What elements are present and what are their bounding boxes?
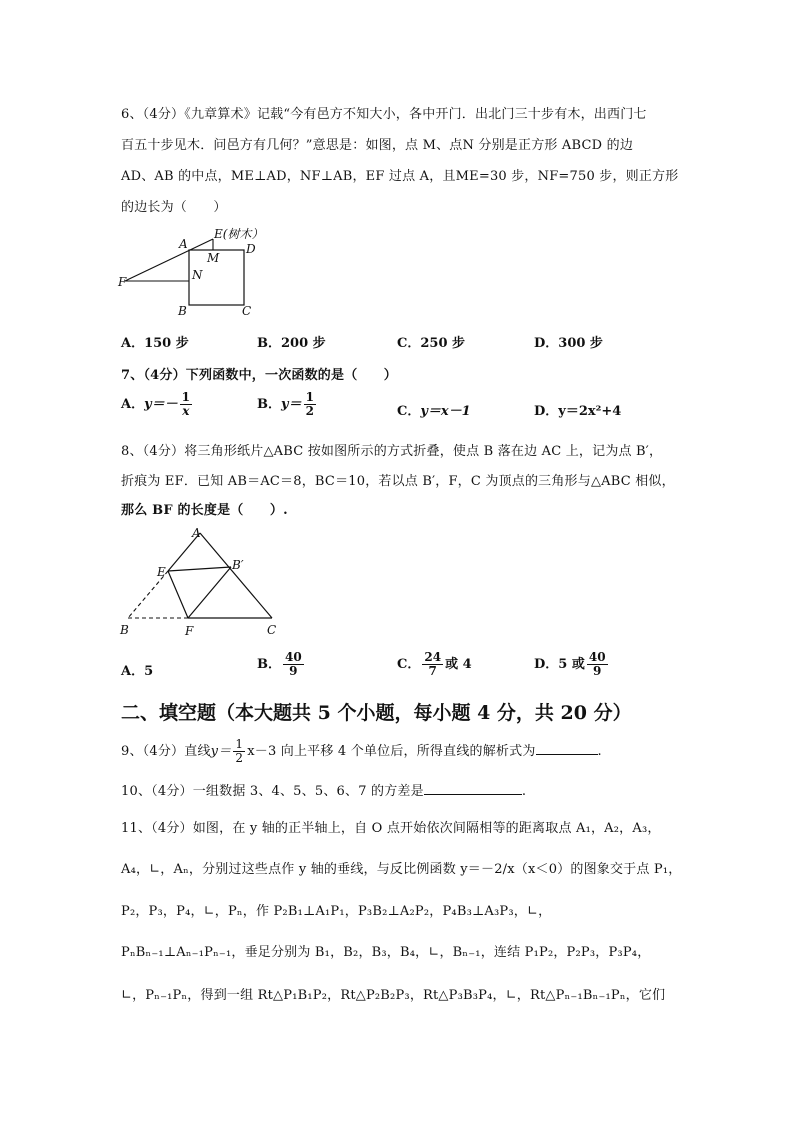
q6-option-a[interactable]: A．150 步 (121, 336, 189, 351)
q7-a-num: 1 (181, 390, 191, 404)
label-b-prime: B′ (232, 558, 244, 572)
label-a: A (179, 237, 188, 251)
q8-option-d[interactable] (534, 651, 610, 678)
q7-option-b[interactable] (257, 391, 318, 418)
q8-d-label: D．5 或 (534, 657, 585, 672)
label-m: M (207, 251, 220, 265)
q8-c-den: 7 (428, 664, 437, 678)
q8-c-num: 24 (424, 650, 442, 664)
section-2-heading: 二、填空题（本大题共 5 个小题，每小题 4 分，共 20 分） (121, 702, 632, 724)
q7-d-label: D． (534, 404, 559, 419)
label-c: C (242, 304, 252, 318)
q7-b-label: B． (257, 397, 281, 412)
q10-line (121, 780, 526, 799)
segment-b-prime-f (188, 567, 231, 618)
q7-b-pre: y＝ (281, 397, 302, 412)
q6-option-d[interactable]: D．300 步 (534, 336, 603, 351)
q6-option-c[interactable]: C．250 步 (397, 336, 466, 351)
q8-d-den: 9 (593, 664, 602, 678)
q8-option-b[interactable] (257, 651, 306, 678)
label-d: D (246, 242, 256, 256)
q7-c-text: y＝x－1 (420, 404, 471, 419)
q8-c-suffix: 或 4 (445, 657, 472, 672)
q10-text: 10、（4分）一组数据 3、4、5、5、6、7 的方差是 (121, 784, 424, 799)
q7-option-a[interactable] (121, 391, 194, 418)
crease-ef (168, 571, 188, 618)
q9-fraction (233, 738, 245, 765)
q11-line-3: P₂，P₃，P₄，∟，Pₙ，作 P₂B₁⊥A₁P₁，P₃B₂⊥A₂P₂，P₄B₃⊥A₃P₃，∟， (121, 904, 552, 919)
q6-line-2: 百五十步见木．问邑方有几何？”意思是：如图，点 M、点N 分别是正方形 ABCD 的边 (121, 138, 634, 153)
side-ac (200, 533, 272, 618)
label-b: B (178, 304, 187, 318)
label-n: N (192, 268, 203, 282)
q9-den: 2 (235, 751, 244, 765)
q11-line-5: ∟，Pₙ₋₁Pₙ，得到一组 Rt△P₁B₁P₂，Rt△P₂B₂P₃，Rt△P₃B₃P₄，∟，Rt△Pₙ₋₁Bₙ₋₁Pₙ，它们 (121, 988, 666, 1003)
q8-figure (110, 527, 295, 642)
q6-line-4: 的边长为（ ） (121, 200, 227, 215)
q7-a-label: A． (121, 397, 145, 412)
q8-b-label: B． (257, 657, 281, 672)
q8-c-fraction (422, 651, 443, 678)
q7-c-label: C． (397, 404, 421, 419)
q8-line-3: 那么 BF 的长度是（ ）. (121, 503, 288, 518)
q7-a-pre: y＝－ (144, 397, 178, 412)
q6-figure (110, 222, 300, 322)
q8-option-c[interactable] (397, 651, 472, 678)
label-e: E(树木） (214, 227, 264, 241)
q6-option-b[interactable]: B．200 步 (257, 336, 326, 351)
q8-d-fraction (587, 651, 608, 678)
q7-a-den: x (182, 404, 190, 418)
label-c: C (267, 623, 277, 637)
q9-answer-blank[interactable] (536, 742, 598, 755)
q6-line-1: 6、（4分）《九章算术》记载“今有邑方不知大小，各中开门．出北门三十步有木，出西门七 (121, 107, 647, 122)
q7-stem: 7、（4分）下列函数中，一次函数的是（ ） (121, 368, 397, 383)
q7-a-fraction (180, 391, 192, 418)
label-e: E (157, 565, 166, 579)
q9-end: . (597, 744, 602, 759)
q8-line-1: 8、（4分）将三角形纸片△ABC 按如图所示的方式折叠，使点 B 落在边 AC 上，记为点 B′， (121, 444, 663, 459)
q8-b-den: 9 (289, 664, 298, 678)
q7-option-c[interactable] (397, 400, 471, 419)
q6-line-3: AD、AB 的中点，ME⊥AD，NF⊥AB，EF 过点 A，且ME=30 步，NF=750 步，则正方形 (121, 169, 679, 184)
segment-eb-prime (168, 567, 231, 571)
q9-num: 1 (235, 737, 244, 751)
q8-line-2: 折痕为 EF．已知 AB＝AC＝8，BC＝10，若以点 B′，F，C 为顶点的三角形与△ABC 相似， (121, 474, 675, 489)
q8-option-a[interactable]: A．5 (121, 664, 154, 679)
q8-b-fraction (283, 651, 304, 678)
q11-line-4: PₙBₙ₋₁⊥Aₙ₋₁Pₙ₋₁，垂足分别为 B₁，B₂，B₃，B₄，∟，Bₙ₋₁，连结 P₁P₂，P₂P₃，P₃P₄， (121, 945, 651, 960)
q9-line (121, 738, 602, 765)
q7-b-fraction (304, 391, 316, 418)
q10-end: . (521, 784, 527, 799)
q11-line-2: A₄，∟，Aₙ，分别过这些点作 y 轴的垂线，与反比例函数 y＝－2/x（x＜0）的图象交于点 P₁， (121, 862, 682, 877)
q11-line-1: 11、（4分）如图，在 y 轴的正半轴上，自 O 点开始依次间隔相等的距离取点 A₁，A₂，A₃， (121, 821, 661, 836)
label-b: B (120, 623, 129, 637)
label-f: F (185, 624, 194, 638)
q7-b-den: 2 (305, 404, 314, 418)
label-f: F (118, 275, 127, 289)
q8-c-label: C． (397, 657, 421, 672)
q10-answer-blank[interactable] (424, 782, 522, 795)
q7-b-num: 1 (305, 390, 314, 404)
label-a: A (192, 527, 201, 540)
q8-d-num: 40 (588, 650, 606, 664)
q7-option-d[interactable] (534, 400, 621, 419)
q8-b-num: 40 (285, 650, 302, 664)
q7-d-text: y＝2x²+4 (558, 404, 622, 419)
q9-post: x－3 向上平移 4 个单位后，所得直线的解析式为 (247, 744, 536, 759)
q9-func: y＝ (210, 744, 232, 759)
q9-pre: 9、（4分）直线 (121, 744, 211, 759)
